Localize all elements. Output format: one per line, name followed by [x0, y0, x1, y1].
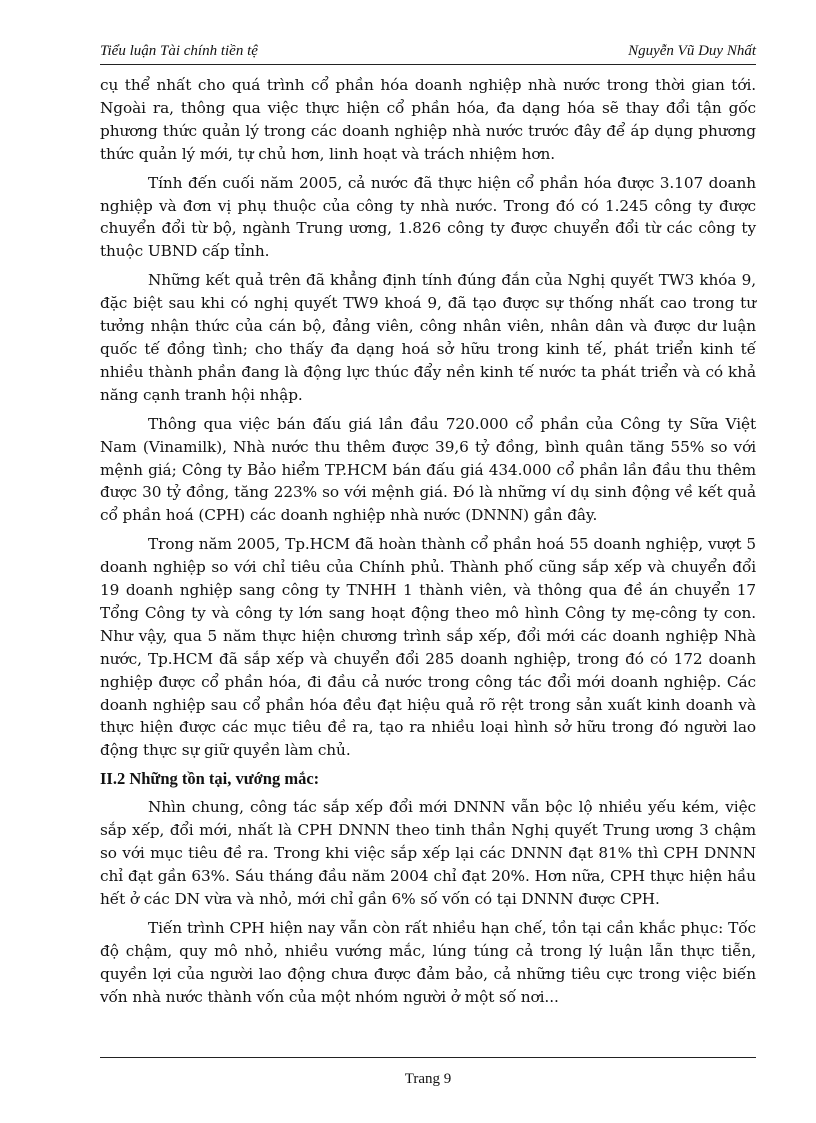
page-body: [100, 74, 756, 1014]
header-course-title: Tiểu luận Tài chính tiền tệ: [100, 43, 258, 59]
body-paragraph-3: Những kết quả trên đã khẳng định tính đúng đắn của Nghị quyết TW3 khóa 9, đặc biệt sau khi có nghị quyết TW9 khoá 9, đã tạo được sự thống nhất cao trong tư tưởng nhận thức của cán bộ, đảng viên, công nhân viên, nhân dân và được dư luận quốc tế đồng tình; cho thấy đa dạng hoá sở hữu trong kinh tế, phát triển kinh tế nhiều thành phần đang là động lực thúc đẩy nền kinh tế nước ta phát triển và có khả năng cạnh tranh hội nhập.: [100, 271, 756, 404]
header-author-name: Nguyễn Vũ Duy Nhất: [628, 43, 756, 59]
section-heading: II.2 Những tồn tại, vướng mắc:: [100, 769, 320, 789]
section-paragraph-2: Tiến trình CPH hiện nay vẫn còn rất nhiều hạn chế, tồn tại cần khắc phục: Tốc độ chậm, quy mô nhỏ, nhiều vướng mắc, lúng túng cả trong lý luận lẫn thực tiễn, quyền lợi của người lao động chưa được đảm bảo, cả những tiêu cực trong việc biến vốn nhà nước thành vốn của một nhóm người ở một số nơi...: [100, 918, 756, 1006]
page-header: [100, 38, 756, 65]
page-number: Trang 9: [404, 1071, 452, 1087]
body-paragraph-5: Trong năm 2005, Tp.HCM đã hoàn thành cổ phần hoá 55 doanh nghiệp, vượt 5 doanh nghiệp so với chỉ tiêu của Chính phủ. Thành phố cũng sắp xếp và chuyển đổi 19 doanh nghiệp sang công ty TNHH 1 thành viên, và thông qua đề án chuyển 17 Tổng Công ty và công ty lớn sang hoạt động theo mô hình Công ty mẹ-công ty con. Như vậy, qua 5 năm thực hiện chương trình sắp xếp, đổi mới các doanh nghiệp Nhà nước, Tp.HCM đã sắp xếp và chuyển đổi 285 doanh nghiệp, trong đó có 172 doanh nghiệp được cổ phần hóa, đi đầu cả nước trong công tác đổi mới doanh nghiệp. Các doanh nghiệp sau cổ phần hóa đều đạt hiệu quả rõ rệt trong sản xuất kinh doanh và thực hiện được các mục tiêu đề ra, tạo ra nhiều loại hình sở hữu trong đó người lao động thực sự giữ quyền làm chủ.: [100, 535, 756, 760]
body-paragraph-2: Tính đến cuối năm 2005, cả nước đã thực hiện cổ phần hóa được 3.107 doanh nghiệp và đơn vị phụ thuộc của công ty nhà nước. Trong đó có 1.245 công ty được chuyển đổi từ bộ, ngành Trung ương, 1.826 công ty được chuyển đổi từ các công ty thuộc UBND cấp tỉnh.: [100, 173, 756, 261]
body-paragraph-1: cụ thể nhất cho quá trình cổ phần hóa doanh nghiệp nhà nước trong thời gian tới. Ngoài ra, thông qua việc thực hiện cổ phần hóa, đa dạng hóa sẽ thay đổi tận gốc phương thức quản lý trong các doanh nghiệp nhà nước trước đây để áp dụng phương thức quản lý mới, tự chủ hơn, linh hoạt và trách nhiệm hơn.: [100, 76, 756, 163]
section-paragraph-1: Nhìn chung, công tác sắp xếp đổi mới DNNN vẫn bộc lộ nhiều yếu kém, việc sắp xếp, đổi mới, nhất là CPH DNNN theo tinh thần Nghị quyết Trung ương 3 chậm so với mục tiêu đề ra. Trong khi việc sắp xếp lại các DNNN đạt 81% thì CPH DNNN chỉ đạt gần 63%. Sáu tháng đầu năm 2004 chỉ đạt 20%. Hơn nữa, CPH thực hiện hầu hết ở các DN vừa và nhỏ, mới chỉ gần 6% số vốn có tại DNNN được CPH.: [100, 798, 756, 908]
body-paragraph-4: Thông qua việc bán đấu giá lần đầu 720.000 cổ phần của Công ty Sữa Việt Nam (Vinamilk), Nhà nước thu thêm được 39,6 tỷ đồng, bình quân tăng 55% so với mệnh giá; Công ty Bảo hiểm TP.HCM bán đấu giá 434.000 cổ phần lần đầu thu thêm được 30 tỷ đồng, tăng 223% so với mệnh giá. Đó là những ví dụ sinh động về kết quả cổ phần hoá (CPH) các doanh nghiệp nhà nước (DNNN) gần đây.: [100, 414, 756, 525]
footer-divider: [100, 1057, 756, 1058]
